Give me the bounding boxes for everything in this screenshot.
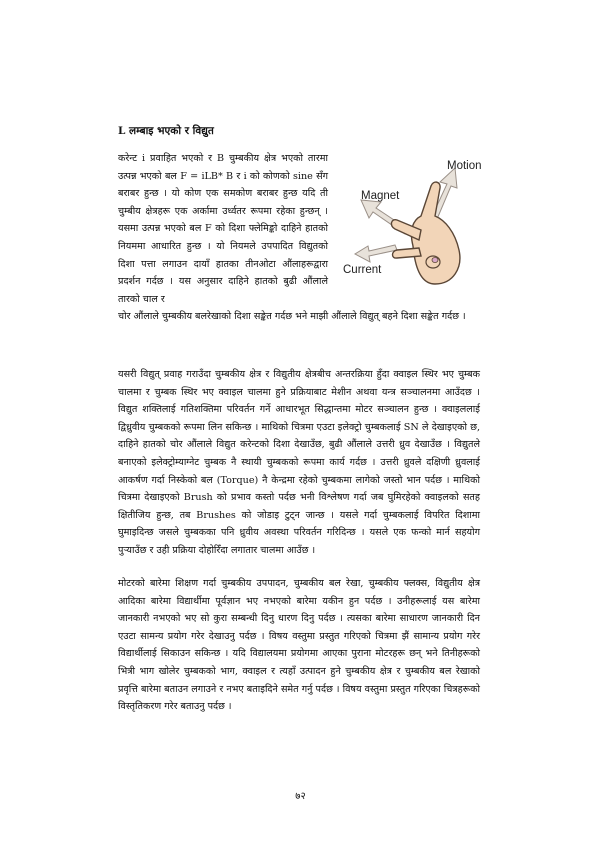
paragraph-1-continued: चोर औंलाले चुम्बकीय बलरेखाको दिशा सङ्केत गर्दछ भने माझी औंलाले विद्युत् बहने दिशा सङ्केत गर्दछ । — [118, 311, 466, 322]
paragraph-3: मोटरको बारेमा शिक्षण गर्दा चुम्बकीय उपपादन, चुम्बकीय बल रेखा, चुम्बकीय फ्लक्स, विद्युतीय क्षेत्र आदिका बारेमा विद्यार्थीमा पूर्वज्ञान भए नभएको बारेमा यकीन हुन पर्दछ । उनीहरूलाई यस बारेमा जानकारी नभएको भए सो कुरा सम्बन्धी दिनु धारण दिनु पर्दछ । त्यसका बारेमा साधारण जानकारी दिन एउटा सामन्य प्रयोग गरेर देखाउनु पर्दछ । विषय वस्तुमा प्रस्तुत गरिएको चित्रमा झैं सामान्य प्रयोग गरेर विद्यार्थीलाई सिकाउन सकिन्छ । यदि विद्यालयमा प्रयोगमा आएका पुराना मोटरहरू छन् भने तिनीहरूको भित्री भाग खोलेर चुम्बकको भाग, क्वाइल र त्यहाँ उत्पादन हुने चुम्बकीय क्षेत्र र चुम्बकीय बल रेखाको प्रवृत्ति बारेमा बताउन लगाउने र नभए बताइदिने समेत गर्नु पर्दछ । विषय वस्तुमा प्रस्तुत गरिएका चित्रहरूको विस्तृतिकरण गरेर बताउनु पर्दछ । — [118, 578, 480, 713]
section-heading: L लम्बाइ भएको र विद्युत — [118, 125, 214, 137]
middle-finger — [393, 248, 422, 258]
fingernail — [432, 258, 438, 263]
paragraph-1-wrapped: करेन्ट i प्रवाहित भएको र B चुम्बकीय क्षेत्र भएको तारमा उत्पन्न भएको बल F = iLB* B र i को कोणको sine सँग बराबर हुन्छ । यो कोण एक समकोण बराबर हुन्छ यदि ती चुम्बीय क्षेत्रहरू एक अर्कामा उर्ध्वतर रूपमा रहेका हुन्छन् । यसमा उत्पन्न भएको बल F को दिशा फ्लेमिङ्को दाहिने हातको नियममा आधारित हुन्छ । यो नियमले उपपादित विद्युतको दिशा पत्ता लगाउन दायाँ हातका तीनओटा औंलाहरूद्वारा प्रदर्शन गर्दछ । यस अनुसार दाहिने हातको बुढी औंलाले तारको चाल र — [118, 153, 328, 305]
paragraph-2: यसरी विद्युत् प्रवाह गराउँदा चुम्बकीय क्षेत्र र विद्युतीय क्षेत्रबीच अन्तरक्रिया हुँदा क्वाइल स्थिर भए चुम्बक चालमा र चुम्बक स्थिर भए क्वाइल चालमा हुने प्रक्रियाबाट मेशीन अथवा यन्त्र सञ्चालनमा आउँदछ । विद्युत शक्तिलाई गतिशक्तिमा परिवर्तन गर्ने आधारभूत सिद्धान्तमा मोटर सञ्चालन हुन्छ । क्वाइललाई द्विध्रुवीय चुम्बकको रूपमा लिन सकिन्छ । माथिको चित्रमा एउटा इलेक्ट्रो चुम्बकलाई SN ले देखाइएको छ, दाहिने हातको चोर औंलाले विद्युत करेन्टको दिशा देखाउँछ, बुढी औंलाले उत्तरी ध्रुव देखाउँछ । विद्युतले बनाएको इलेक्ट्रोम्याग्नेट चुम्बक नै स्थायी चुम्बकको रूपमा कार्य गर्दछ । उत्तरी ध्रुवले दक्षिणी ध्रुवलाई आकर्षण गर्दा निस्केको बल (Torque) नै केन्द्रमा रहेको चुम्बकमा लागेको जस्तो भान पर्दछ । माथिको चित्रमा देखाइएको Brush को प्रभाव कस्तो पर्दछ भनी विश्लेषण गर्दा जब घुमिरहेको क्वाइलको सतह क्षितीजिय हुन्छ, तब Brushes को जोडाइ टुट्न जान्छ । यसले गर्दा चुम्बकलाई विपरित दिशामा घुमाइदिन्छ जसले चुम्बकका पनि ध्रुवीय अवस्था परिवर्तन गरिदिन्छ । यसले एक फन्को मार्न सहयोग पुऱ्याउँछ र उही प्रक्रिया दोहोरिँदा लगातार चालमा आउँछ । — [118, 369, 480, 556]
right-hand-rule-figure — [335, 150, 485, 298]
current-arrow — [355, 245, 397, 262]
page-number: ७२ — [295, 791, 306, 802]
label-magnet: Magnet — [361, 190, 400, 202]
label-current: Current — [343, 264, 382, 276]
label-motion: Motion — [447, 160, 482, 172]
